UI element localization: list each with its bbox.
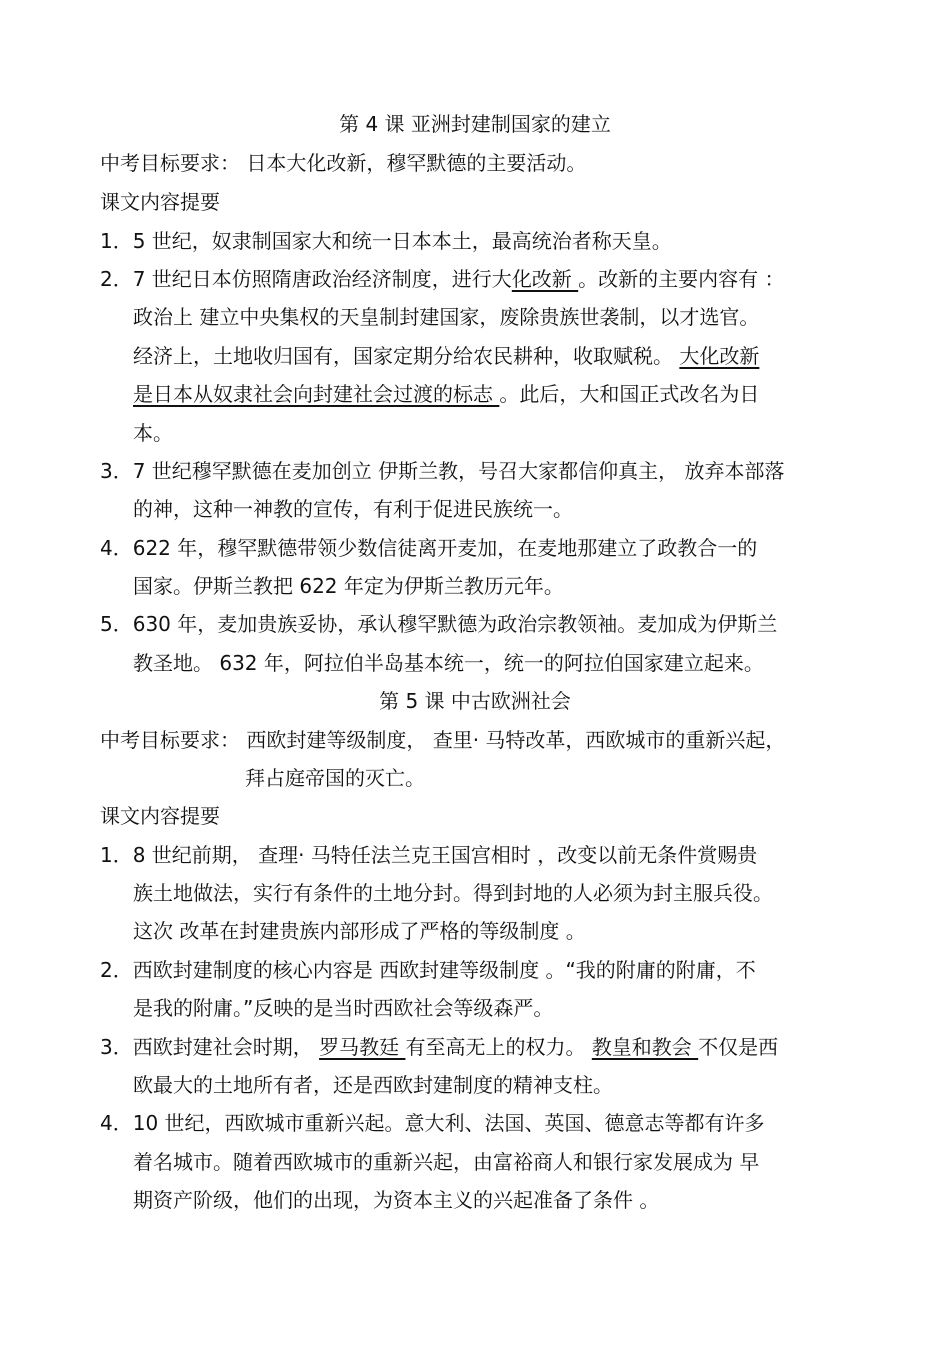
lesson5-item-1-line-3: 这次 改革在封建贵族内部形成了严格的等级制度 。	[133, 919, 586, 943]
lesson4-item-2-line-1	[100, 266, 785, 292]
text-run: 经济上，土地收归国有，国家定期分给农民耕种，收取赋税。	[133, 344, 680, 368]
lesson4-item-1: 1．5 世纪，奴隶制国家大和统一日本本土，最高统治者称天皇。	[100, 229, 672, 253]
lesson5-summary-heading: 课文内容提要	[100, 804, 220, 828]
lesson4-item-3-line-2: 的神，这种一神教的宣传，有利于促进民族统一。	[133, 497, 573, 521]
lesson5-item-2-line-2: 是我的附庸。”反映的是当时西欧社会等级森严。	[133, 996, 554, 1020]
text-run: 3．西欧封建社会时期，	[100, 1035, 320, 1059]
lesson5-item-4-line-3: 期资产阶级，他们的出现，为资本主义的兴起准备了条件 。	[133, 1188, 660, 1212]
lesson5-item-3-line-1	[100, 1034, 778, 1060]
lesson5-goal-line-1: 中考目标要求： 西欧封建等级制度， 查里· 马特改革，西欧城市的重新兴起，	[100, 728, 786, 752]
lesson5-item-1-line-1: 1．8 世纪前期， 查理· 马特任法兰克王国宫相时 ，改变以前无条件赏赐贵	[100, 843, 758, 867]
lesson5-item-4-line-1: 4．10 世纪，西欧城市重新兴起。意大利、法国、英国、德意志等都有许多	[100, 1111, 765, 1135]
lesson4-item-4-line-2: 国家。伊斯兰教把 622 年定为伊斯兰教历元年。	[133, 574, 564, 598]
underlined-answer: 是日本从奴隶社会向封建社会过渡的标志	[133, 382, 500, 406]
text-run: 有至高无上的权力。	[405, 1035, 592, 1059]
underlined-answer: 大化改新	[679, 344, 760, 368]
text-run: 。此后，大和国正式改名为日	[499, 382, 760, 406]
text-run: 2．7 世纪日本仿照隋唐政治经济制度，进行大	[100, 267, 512, 291]
lesson4-item-3-line-1: 3．7 世纪穆罕默德在麦加创立 伊斯兰教，号召大家都信仰真主， 放弃本部落	[100, 459, 785, 483]
lesson5-item-3-line-2: 欧最大的土地所有者，还是西欧封建制度的精神支柱。	[133, 1073, 613, 1097]
lesson4-item-5-line-1: 5．630 年，麦加贵族妥协，承认穆罕默德为政治宗教领袖。麦加成为伊斯兰	[100, 612, 778, 636]
lesson4-item-4-line-1: 4．622 年，穆罕默德带领少数信徒离开麦加，在麦地那建立了政教合一的	[100, 536, 758, 560]
text-run: 不仅是西	[698, 1035, 779, 1059]
lesson5-item-1-line-2: 族土地做法，实行有条件的土地分封。得到封地的人必须为封主服兵役。	[133, 881, 773, 905]
lesson4-goal: 中考目标要求： 日本大化改新，穆罕默德的主要活动。	[100, 151, 587, 175]
lesson4-item-2-line-4	[133, 381, 759, 407]
lesson5-title: 第 5 课 中古欧洲社会	[379, 689, 571, 713]
underlined-answer: 教皇和教会	[591, 1035, 699, 1059]
lesson4-item-5-line-2: 教圣地。 632 年，阿拉伯半岛基本统一，统一的阿拉伯国家建立起来。	[133, 651, 764, 675]
lesson5-item-4-line-2: 着名城市。随着西欧城市的重新兴起，由富裕商人和银行家发展成为 早	[133, 1150, 760, 1174]
lesson4-summary-heading: 课文内容提要	[100, 190, 220, 214]
underlined-answer: 化改新	[511, 267, 579, 291]
lesson4-item-2-line-2: 政治上 建立中央集权的天皇制封建国家，废除贵族世袭制，以才选官。	[133, 305, 760, 329]
underlined-answer: 罗马教廷	[319, 1035, 406, 1059]
lesson5-item-2-line-1: 2．西欧封建制度的核心内容是 西欧封建等级制度 。“我的附庸的附庸，不	[100, 958, 756, 982]
lesson4-item-2-line-5: 本。	[133, 421, 173, 445]
text-run: 。改新的主要内容有 ：	[578, 267, 785, 291]
lesson5-goal-line-2: 拜占庭帝国的灭亡。	[245, 766, 425, 790]
lesson4-item-2-line-3	[133, 343, 759, 369]
lesson4-title: 第 4 课 亚洲封建制国家的建立	[339, 112, 611, 136]
